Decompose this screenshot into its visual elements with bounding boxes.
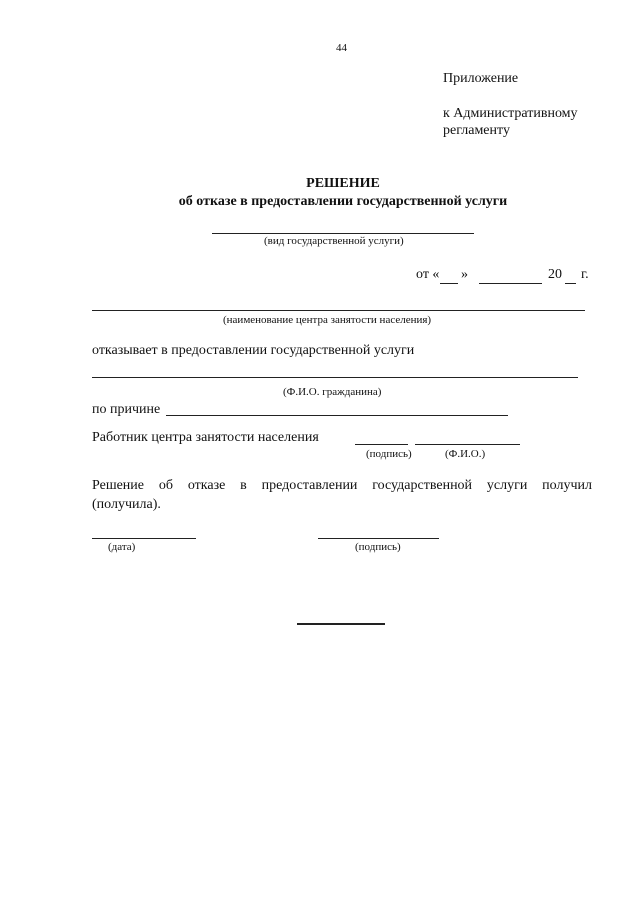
appendix-line-2: к Административному (443, 106, 578, 121)
appendix-line-1: Приложение (443, 71, 519, 86)
refuses-text: отказывает в предоставлении государственной услуги (92, 343, 415, 358)
appendix-line-3: регламенту (443, 123, 510, 138)
date-year-prefix: 20 (548, 267, 562, 282)
date-year-line (565, 283, 576, 284)
worker-fio-caption: (Ф.И.О.) (445, 448, 486, 460)
document-title: РЕШЕНИЕ (306, 176, 380, 191)
date-ot-label: от « (416, 267, 440, 282)
page-number: 44 (336, 42, 347, 54)
employment-center-caption: (наименование центра занятости населения) (223, 314, 432, 326)
date-month-line (479, 283, 542, 284)
bottom-date-line (92, 538, 196, 539)
date-year-suffix: г. (581, 267, 589, 282)
closing-separator (297, 623, 385, 625)
bottom-signature-caption: (подпись) (355, 541, 401, 553)
received-paragraph: Решение об отказе в предоставлении государственной услуги получил (получила). (92, 478, 592, 512)
bottom-date-caption: (дата) (108, 541, 136, 553)
service-type-line (212, 233, 474, 234)
document-subtitle: об отказе в предоставлении государственной услуги (178, 194, 508, 209)
worker-signature-caption: (подпись) (366, 448, 412, 460)
bottom-signature-line (318, 538, 439, 539)
reason-label: по причине (92, 402, 161, 417)
reason-line (166, 415, 508, 416)
worker-signature-line (355, 444, 408, 445)
worker-label: Работник центра занятости населения (92, 430, 319, 445)
date-day-line (440, 283, 458, 284)
citizen-name-caption: (Ф.И.О. гражданина) (283, 386, 382, 398)
service-type-caption: (вид государственной услуги) (264, 235, 404, 247)
employment-center-line (92, 310, 585, 311)
worker-fio-line (415, 444, 520, 445)
date-close-quote: » (461, 267, 468, 282)
citizen-name-line (92, 377, 578, 378)
